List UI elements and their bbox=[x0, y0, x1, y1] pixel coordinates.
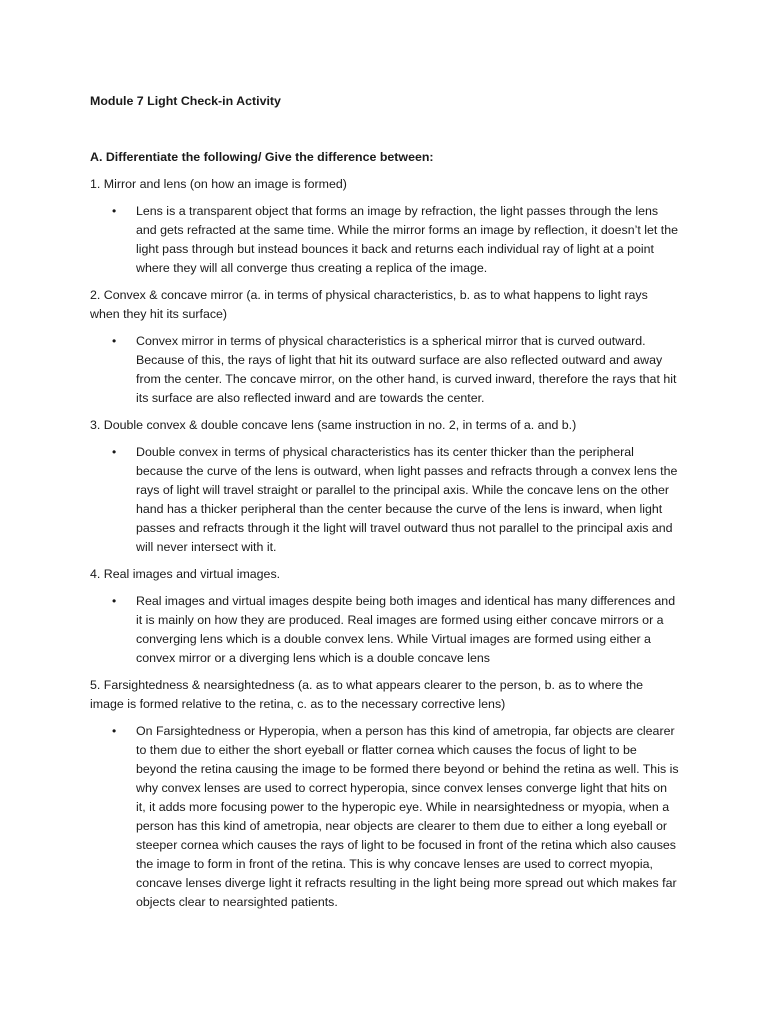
document-body bbox=[90, 92, 680, 920]
section-heading: A. Differentiate the following/ Give the difference between: bbox=[90, 150, 434, 164]
question-5: 5. Farsightedness & nearsightedness (a. as to what appears clearer to the person, b. as to where the image is formed relative to the retina, c. as to the necessary corrective lens) bbox=[90, 678, 644, 711]
answer-text-4: Real images and virtual images despite being both images and identical has many differences and it is mainly on how they are produced. Real images are formed using either concave mirrors or a converging lens which is a double convex lens. While Virtual images are formed using either a convex mirror or a diverging lens which is a double concave lens bbox=[136, 594, 676, 665]
answer-list-4 bbox=[90, 592, 680, 668]
document-title: Module 7 Light Check-in Activity bbox=[90, 94, 281, 108]
question-2: 2. Convex & concave mirror (a. in terms of physical characteristics, b. as to what happens to light rays when they hit its surface) bbox=[90, 288, 648, 321]
answer-text-3: Double convex in terms of physical characteristics has its center thicker than the peripheral because the curve of the lens is outward, when light passes and refracts through a convex lens the rays of light will travel straight or parallel to the principal axis. While the concave lens on the other hand has a thicker peripheral than the center because the curve of the lens is inward, when light passes and refracts through it the light will travel outward thus not parallel to the principal axis and will never intersect with it. bbox=[136, 445, 678, 554]
bullet-icon: • bbox=[112, 334, 117, 348]
question-1: 1. Mirror and lens (on how an image is formed) bbox=[90, 177, 347, 191]
bullet-icon: • bbox=[112, 594, 117, 608]
answer-list-1 bbox=[90, 202, 680, 278]
question-4: 4. Real images and virtual images. bbox=[90, 567, 281, 581]
question-3: 3. Double convex & double concave lens (same instruction in no. 2, in terms of a. and b.) bbox=[90, 418, 577, 432]
bullet-icon: • bbox=[112, 204, 117, 218]
answer-list-2 bbox=[90, 332, 680, 408]
bullet-icon: • bbox=[112, 724, 117, 738]
answer-5 bbox=[90, 722, 680, 912]
answer-text-2: Convex mirror in terms of physical characteristics is a spherical mirror that is curved outward. Because of this, the rays of light that hit its outward surface are also reflected outward and away from the center. The concave mirror, on the other hand, is curved inward, therefore the rays that hit its surface are also reflected inward and are towards the center. bbox=[136, 334, 677, 405]
answer-4 bbox=[90, 592, 680, 668]
answer-text-1: Lens is a transparent object that forms an image by refraction, the light passes through the lens and gets refracted at the same time. While the mirror forms an image by reflection, it doesn’t let the light pass through but instead bounces it back and returns each individual ray of light at a point where they will all converge thus creating a replica of the image. bbox=[136, 204, 678, 275]
answer-3 bbox=[90, 443, 680, 557]
bullet-icon: • bbox=[112, 445, 117, 459]
answer-1 bbox=[90, 202, 680, 278]
answer-text-5: On Farsightedness or Hyperopia, when a person has this kind of ametropia, far objects are clearer to them due to either the short eyeball or flatter cornea which causes the focus of light to be beyond the retina causing the image to be formed there beyond or behind the retina as well. This is why convex lenses are used to correct hyperopia, since convex lenses converge light that hits on it, it adds more focusing power to the hyperopic eye. While in nearsightedness or myopia, when a person has this kind of ametropia, near objects are clearer to them due to either a long eyeball or steeper cornea which causes the rays of light to be focused in front of the retina which also causes the image to form in front of the retina. This is why concave lenses are used to correct myopia, concave lenses diverge light it refracts resulting in the light being more spread out which makes far objects clear to nearsighted patients. bbox=[136, 724, 679, 909]
answer-list-5 bbox=[90, 722, 680, 912]
answer-list-3 bbox=[90, 443, 680, 557]
answer-2 bbox=[90, 332, 680, 408]
